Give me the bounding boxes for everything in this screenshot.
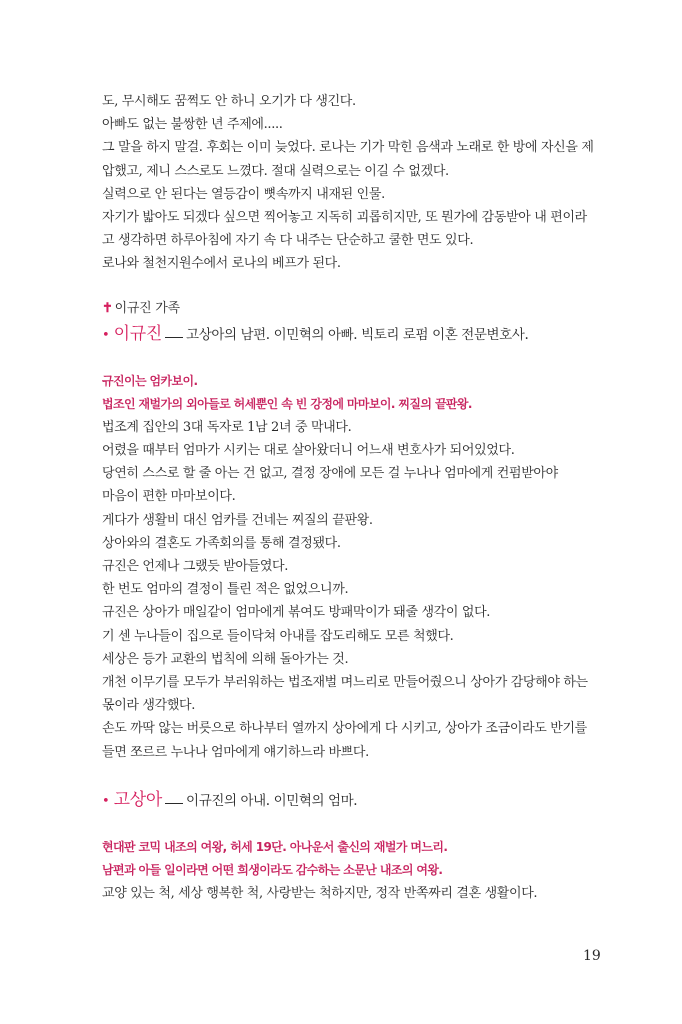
body-line: 로나와 철천지원수에서 로나의 베프가 된다. xyxy=(102,256,341,272)
body-line: 개천 이무기를 모두가 부러워하는 법조재벌 며느리로 만들어줬으니 상아가 감당해야 하는 xyxy=(102,674,588,690)
body-line: 자기가 밟아도 되겠다 싶으면 찍어놓고 지독히 괴롭히지만, 또 뭔가에 감동받아 내 편이라 xyxy=(102,209,587,225)
body-line: 도, 무시해도 꿈쩍도 안 하니 오기가 다 생긴다. xyxy=(102,94,356,109)
highlight-line: 남편과 아들 일이라면 어떤 희생이라도 감수하는 소문난 내조의 여왕. xyxy=(102,862,443,877)
body-line: 상아와의 결혼도 가족회의를 통해 결정됐다. xyxy=(102,535,341,551)
intro-paragraph xyxy=(102,90,602,276)
character-summary: 이규진의 아내. 이민혁의 엄마. xyxy=(186,792,358,809)
body-line: 압했고, 제니 스스로도 느꼈다. 절대 실력으로는 이길 수 없겠다. xyxy=(102,163,449,179)
body-line: 규진은 언제나 그랬듯 받아들였다. xyxy=(102,559,289,574)
character-highlights xyxy=(102,836,602,882)
underline-divider xyxy=(165,337,183,338)
character-description xyxy=(102,416,602,764)
body-line: 실력으로 안 된다는 열등감이 뼛속까지 내재된 인물. xyxy=(102,186,385,202)
character-heading-lee-gyujin xyxy=(102,320,602,348)
character-description xyxy=(102,882,602,905)
body-line: 몫이라 생각했다. xyxy=(102,698,196,714)
character-heading-go-sanga xyxy=(102,786,602,814)
highlight-line: 규진이는 엄카보이. xyxy=(102,373,198,388)
family-title: 이규진 가족 xyxy=(114,300,180,316)
character-name: 고상아 xyxy=(113,789,163,810)
body-line: 게다가 생활비 대신 엄카를 건네는 찌질의 끝판왕. xyxy=(102,512,373,528)
character-name: 이규진 xyxy=(113,323,163,344)
body-line: 고 생각하면 하루아침에 자기 속 다 내주는 단순하고 쿨한 면도 있다. xyxy=(102,233,474,249)
body-line: 규진은 상아가 매일같이 엄마에게 볶여도 방패막이가 돼줄 생각이 없다. xyxy=(102,605,491,621)
page-content xyxy=(102,90,602,905)
body-line: 법조계 집안의 3대 독자로 1남 2녀 중 막내다. xyxy=(102,419,352,435)
character-summary: 고상아의 남편. 이민혁의 아빠. 빅토리 로펌 이혼 전문변호사. xyxy=(186,326,529,343)
body-line: 들면 쪼르르 누나나 엄마에게 얘기하느라 바쁘다. xyxy=(102,744,369,760)
body-line: 교양 있는 척, 세상 행복한 척, 사랑받는 척하지만, 정작 반쪽짜리 결혼 생활이다. xyxy=(102,886,538,902)
body-line: 아빠도 없는 불쌍한 년 주제에..... xyxy=(102,117,283,133)
cross-icon: ✝ xyxy=(102,300,113,316)
body-line: 기 센 누나들이 집으로 들이닥쳐 아내를 잡도리해도 모른 척했다. xyxy=(102,628,454,644)
body-line: 세상은 등가 교환의 법칙에 의해 돌아가는 것. xyxy=(102,651,349,667)
character-highlights xyxy=(102,370,602,416)
bullet-icon: • xyxy=(102,327,110,343)
body-line: 당연히 스스로 할 줄 아는 건 없고, 결정 장애에 모든 걸 누나나 엄마에게 컨펌받아야 xyxy=(102,466,558,482)
body-line: 그 말을 하지 말걸. 후회는 이미 늦었다. 로나는 기가 막힌 음색과 노래로 한 방에 자신을 제 xyxy=(102,140,594,156)
highlight-line: 법조인 재벌가의 외아들로 허세뿐인 속 빈 강정에 마마보이. 찌질의 끝판왕. xyxy=(102,396,472,411)
bullet-icon: • xyxy=(102,793,110,809)
body-line: 어렸을 때부터 엄마가 시키는 대로 살아왔더니 어느새 변호사가 되어있었다. xyxy=(102,443,515,459)
family-section-heading xyxy=(102,298,602,320)
underline-divider xyxy=(165,803,183,804)
body-line: 한 번도 엄마의 결정이 틀린 적은 없었으니까. xyxy=(102,582,349,598)
body-line: 손도 까딱 않는 버릇으로 하나부터 열까지 상아에게 다 시키고, 상아가 조금이라도 반기를 xyxy=(102,721,587,737)
highlight-line: 현대판 코믹 내조의 여왕, 허세 19단. 아나운서 출신의 재벌가 며느리. xyxy=(102,839,448,854)
page-number: 19 xyxy=(583,948,601,964)
body-line: 마음이 편한 마마보이다. xyxy=(102,489,236,505)
